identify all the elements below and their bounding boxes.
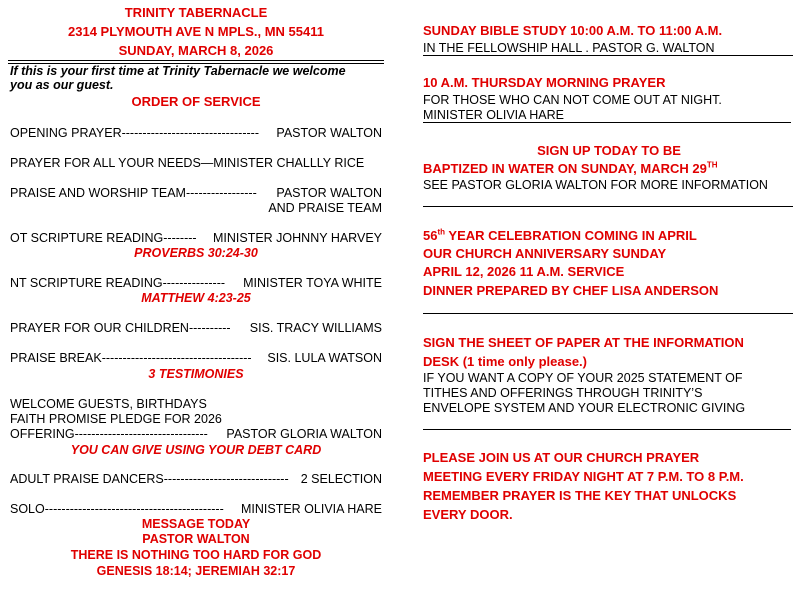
- baptism-detail: SEE PASTOR GLORIA WALTON FOR MORE INFORMATION: [423, 178, 768, 192]
- divider: [423, 55, 793, 56]
- program-dancers: [10, 472, 382, 487]
- program-nt-reading: [10, 276, 382, 291]
- anniversary-line-1-rest: YEAR CELEBRATION COMING IN APRIL: [445, 228, 697, 243]
- praise-break-note: 3 TESTIMONIES: [148, 367, 244, 381]
- welcome-line-1: If this is your first time at Trinity Tabernacle we welcome: [10, 64, 346, 78]
- statement-detail-3: ENVELOPE SYSTEM AND YOUR ELECTRONIC GIVING: [423, 401, 746, 415]
- baptism-title-1: SIGN UP TODAY TO BE: [537, 143, 681, 158]
- program-item: NT SCRIPTURE READING: [10, 276, 163, 290]
- message-theme: THERE IS NOTHING TOO HARD FOR GOD: [70, 548, 322, 562]
- message-title: MESSAGE TODAY: [141, 517, 251, 531]
- program-item: PRAISE BREAK: [10, 351, 102, 365]
- program-solo: [10, 502, 382, 517]
- statement-detail-1: IF YOU WANT A COPY OF YOUR 2025 STATEMENT OF: [423, 371, 743, 385]
- thursday-prayer-detail-2: MINISTER OLIVIA HARE: [423, 108, 565, 122]
- church-name: TRINITY TABERNACLE: [124, 5, 268, 20]
- prayer-meeting-line-2: MEETING EVERY FRIDAY NIGHT AT 7 P.M. TO 8 P.M.: [423, 469, 744, 484]
- order-title: ORDER OF SERVICE: [131, 94, 261, 109]
- program-item: OPENING PRAYER: [10, 126, 122, 140]
- nt-scripture: MATTHEW 4:23-25: [141, 291, 251, 305]
- leader-dashes: ------------------------------------: [101, 351, 252, 365]
- leader-dashes: -----------------: [185, 186, 257, 200]
- anniversary-year-sup: th: [437, 227, 446, 237]
- divider: [423, 429, 791, 430]
- church-address: 2314 PLYMOUTH AVE N MPLS., MN 55411: [68, 24, 324, 39]
- offering-note: YOU CAN GIVE USING YOUR DEBT CARD: [70, 443, 322, 457]
- anniversary-line-1: [423, 228, 697, 243]
- leader-dashes: ---------------------------------: [121, 126, 259, 140]
- program-person: PASTOR WALTON: [276, 186, 382, 200]
- program-person: PASTOR GLORIA WALTON: [226, 427, 382, 441]
- thursday-prayer-title: 10 A.M. THURSDAY MORNING PRAYER: [423, 75, 666, 90]
- statement-title-2: DESK (1 time only please.): [423, 354, 587, 369]
- program-person: MINISTER TOYA WHITE: [243, 276, 382, 290]
- program-person-2: AND PRAISE TEAM: [268, 201, 382, 215]
- anniversary-line-3: APRIL 12, 2026 11 A.M. SERVICE: [423, 264, 625, 279]
- leader-dashes: --------------------------------: [74, 427, 208, 441]
- prayer-meeting-line-4: EVERY DOOR.: [423, 507, 513, 522]
- program-person: MINISTER JOHNNY HARVEY: [212, 231, 382, 245]
- prayer-meeting-line-1: PLEASE JOIN US AT OUR CHURCH PRAYER: [423, 450, 700, 465]
- program-praise-break: [10, 351, 382, 366]
- program-item: PRAISE AND WORSHIP TEAM: [10, 186, 186, 200]
- divider: [423, 206, 793, 207]
- bible-study-title: SUNDAY BIBLE STUDY 10:00 A.M. TO 11:00 A.M.: [423, 23, 723, 38]
- baptism-title-2: [423, 161, 718, 176]
- program-item: SOLO: [10, 502, 45, 516]
- program-children-prayer: [10, 321, 382, 336]
- prayer-meeting-line-3: REMEMBER PRAYER IS THE KEY THAT UNLOCKS: [423, 488, 737, 503]
- program-item: PRAYER FOR OUR CHILDREN: [10, 321, 189, 335]
- program-item: OT SCRIPTURE READING: [10, 231, 164, 245]
- program-prayer-needs: PRAYER FOR ALL YOUR NEEDS—MINISTER CHALLLY RICE: [10, 156, 365, 170]
- divider: [423, 313, 793, 314]
- anniversary-line-4: DINNER PREPARED BY CHEF LISA ANDERSON: [423, 283, 719, 298]
- welcome-line-2: you as our guest.: [10, 78, 114, 92]
- leader-dashes: ---------------: [162, 276, 226, 290]
- program-ot-reading: [10, 231, 382, 246]
- statement-detail-2: TITHES AND OFFERINGS THROUGH TRINITY’S: [423, 386, 703, 400]
- ot-scripture: PROVERBS 30:24-30: [134, 246, 258, 260]
- program-welcome-guests: WELCOME GUESTS, BIRTHDAYS: [10, 397, 207, 411]
- divider: [423, 122, 791, 123]
- bible-study-detail: IN THE FELLOWSHIP HALL . PASTOR G. WALTON: [423, 41, 715, 55]
- program-person: SIS. TRACY WILLIAMS: [249, 321, 382, 335]
- baptism-title-2-text: BAPTIZED IN WATER ON SUNDAY, MARCH 29: [423, 161, 707, 176]
- leader-dashes: -------------------------------------------: [44, 502, 224, 516]
- program-item: OFFERING: [10, 427, 75, 441]
- program-praise-worship: [10, 186, 382, 201]
- leader-dashes: ------------------------------: [163, 472, 289, 486]
- message-speaker: PASTOR WALTON: [142, 532, 250, 546]
- program-person: 2 SELECTION: [300, 472, 382, 486]
- program-offering: [10, 427, 382, 442]
- service-date: SUNDAY, MARCH 8, 2026: [118, 43, 274, 58]
- baptism-title-2-sup: TH: [706, 160, 718, 170]
- statement-title-1: SIGN THE SHEET OF PAPER AT THE INFORMATION: [423, 335, 744, 350]
- anniversary-year: 56: [423, 228, 438, 243]
- program-person: MINISTER OLIVIA HARE: [240, 502, 382, 516]
- program-person: PASTOR WALTON: [276, 126, 382, 140]
- program-opening-prayer: [10, 126, 382, 141]
- leader-dashes: ----------: [188, 321, 231, 335]
- anniversary-line-2: OUR CHURCH ANNIVERSARY SUNDAY: [423, 246, 667, 261]
- thursday-prayer-detail-1: FOR THOSE WHO CAN NOT COME OUT AT NIGHT.: [423, 93, 722, 107]
- leader-dashes: --------: [163, 231, 197, 245]
- program-person: SIS. LULA WATSON: [267, 351, 382, 365]
- program-item: ADULT PRAISE DANCERS: [10, 472, 164, 486]
- program-faith-promise: FAITH PROMISE PLEDGE FOR 2026: [10, 412, 222, 426]
- message-scripture: GENESIS 18:14; JEREMIAH 32:17: [96, 564, 296, 578]
